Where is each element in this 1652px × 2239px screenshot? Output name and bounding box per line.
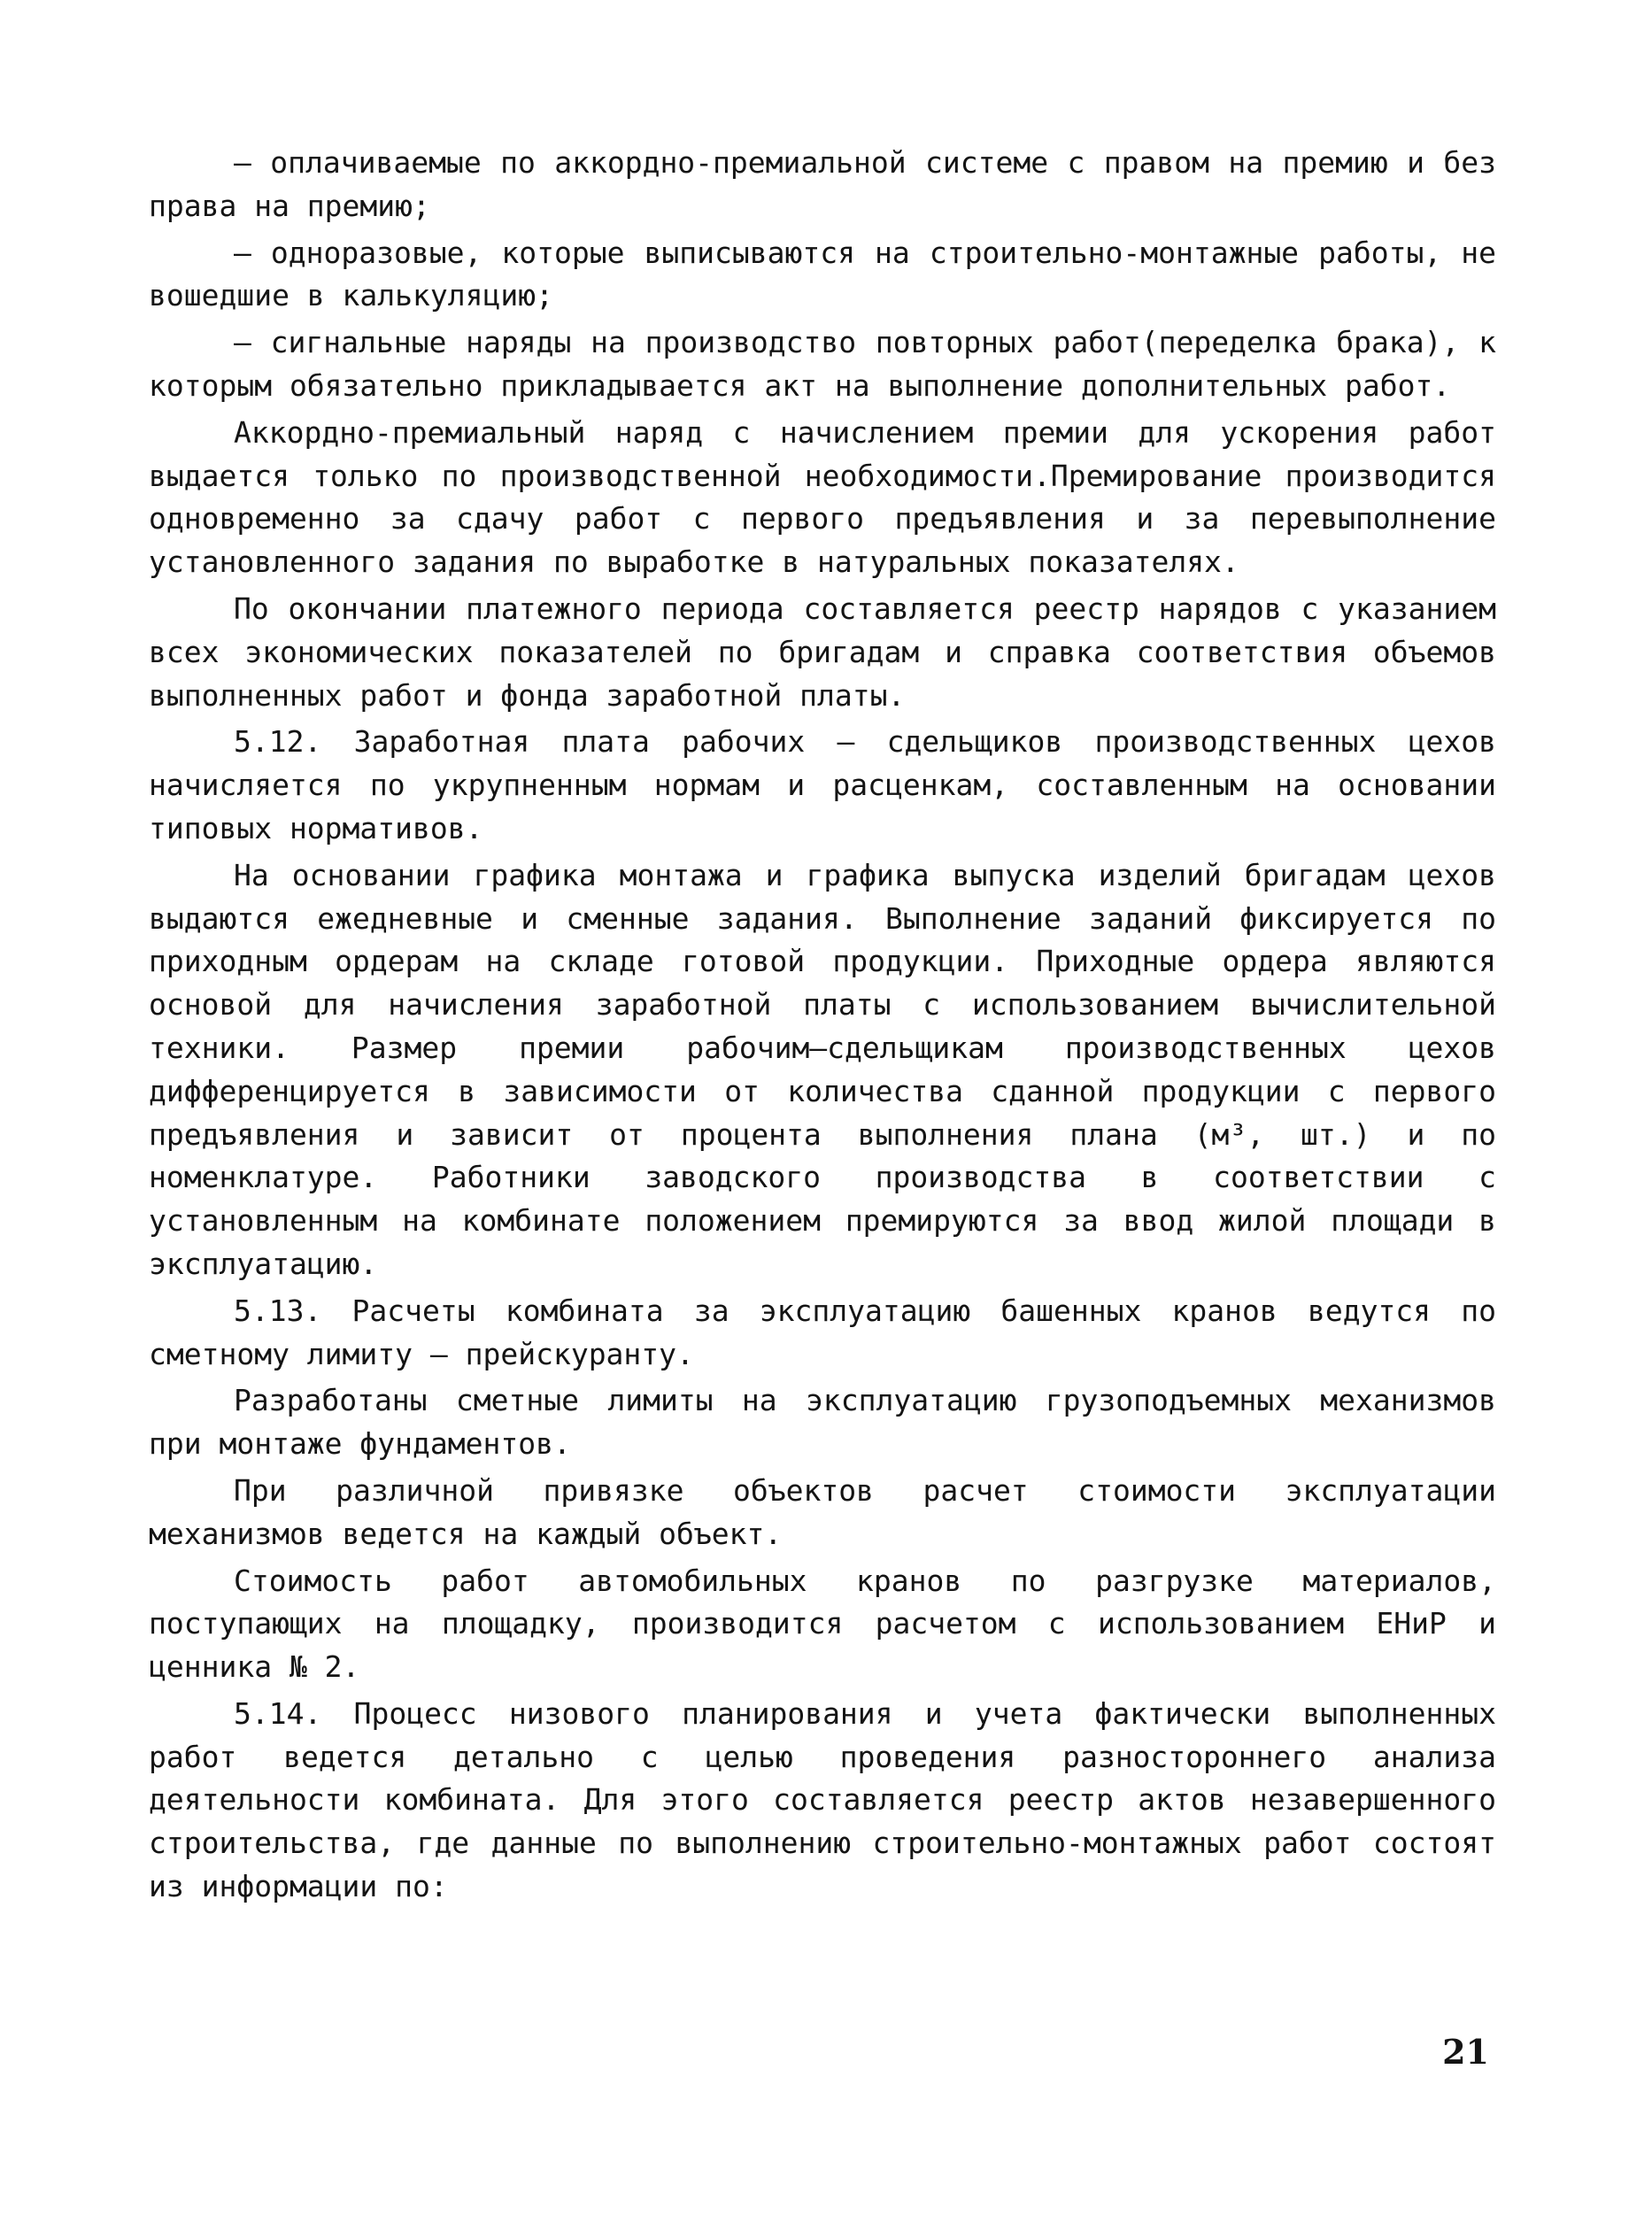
paragraph-object-binding: При различной привязке объектов расчет стоимости эксплуатации механизмов ведется на каждый объект. <box>149 1472 1496 1551</box>
section-5-12: 5.12. Заработная плата рабочих – сдельщиков производственных цехов начисляется по укрупненным нормам и расценкам, составленным на основании типовых нормативов. <box>149 724 1496 845</box>
paragraph-truck-cranes: Стоимость работ автомобильных кранов по разгрузке материалов, поступающих на площадку, производится расчетом с использованием ЕНиР и ценника № 2. <box>149 1563 1496 1685</box>
paragraph-assembly-schedule: На основании графика монтажа и графика выпуска изделий бригадам цехов выдаются ежедневные и сменные задания. Выполнение заданий фиксируется по приходным ордерам на складе готовой продукции. Приходные ордера являются основой для начисления заработной платы с использованием вычислительной техники. Размер премии рабочим–сдельщикам производственных цехов дифференцируется в зависимости от количества сданной продукции с первого предъявления и зависит от процента выполнения плана (м³, шт.) и по номенклатуре. Работники заводского производства в соответствии с установленным на комбинате положением премируются за ввод жилой площади в эксплуатацию. <box>149 857 1496 1281</box>
paragraph-accord-premium-order: Аккордно-премиальный наряд с начислением премии для ускорения работ выдается только по производственной необходимости.Премирование производится одновременно за сдачу работ с первого предъявления и за перевыполнение установленного задания по выработке в натуральных показателях. <box>149 414 1496 580</box>
list-item-signal-orders: – сигнальные наряды на производство повторных работ(переделка брака), к которым обязательно прикладывается акт на выполнение дополнительных работ. <box>149 325 1496 403</box>
section-5-14: 5.14. Процесс низового планирования и учета фактически выполненных работ ведется детально с целью проведения разностороннего анализа деятельности комбината. Для этого составляется реестр актов незавершенного строительства, где данные по выполнению строительно-монтажных работ состоят из информации по: <box>149 1695 1496 1904</box>
section-5-13: 5.13. Расчеты комбината за эксплуатацию башенных кранов ведутся по сметному лимиту – прейскуранту. <box>149 1293 1496 1371</box>
body-text <box>149 142 1496 1912</box>
paragraph-payment-period: По окончании платежного периода составляется реестр нарядов с указанием всех экономических показателей по бригадам и справка соответствия объемов выполненных работ и фонда заработной платы. <box>149 591 1496 713</box>
page-number: 21 <box>1442 2032 1489 2072</box>
paragraph-estimate-limits: Разработаны сметные лимиты на эксплуатацию грузоподъемных механизмов при монтаже фундаментов. <box>149 1383 1496 1462</box>
list-item-one-time: – одноразовые, которые выписываются на строительно-монтажные работы, не вошедшие в калькуляцию; <box>149 235 1496 313</box>
list-item-accord-premium: – оплачиваемые по аккордно-премиальной системе с правом на премию и без права на премию; <box>149 145 1496 223</box>
